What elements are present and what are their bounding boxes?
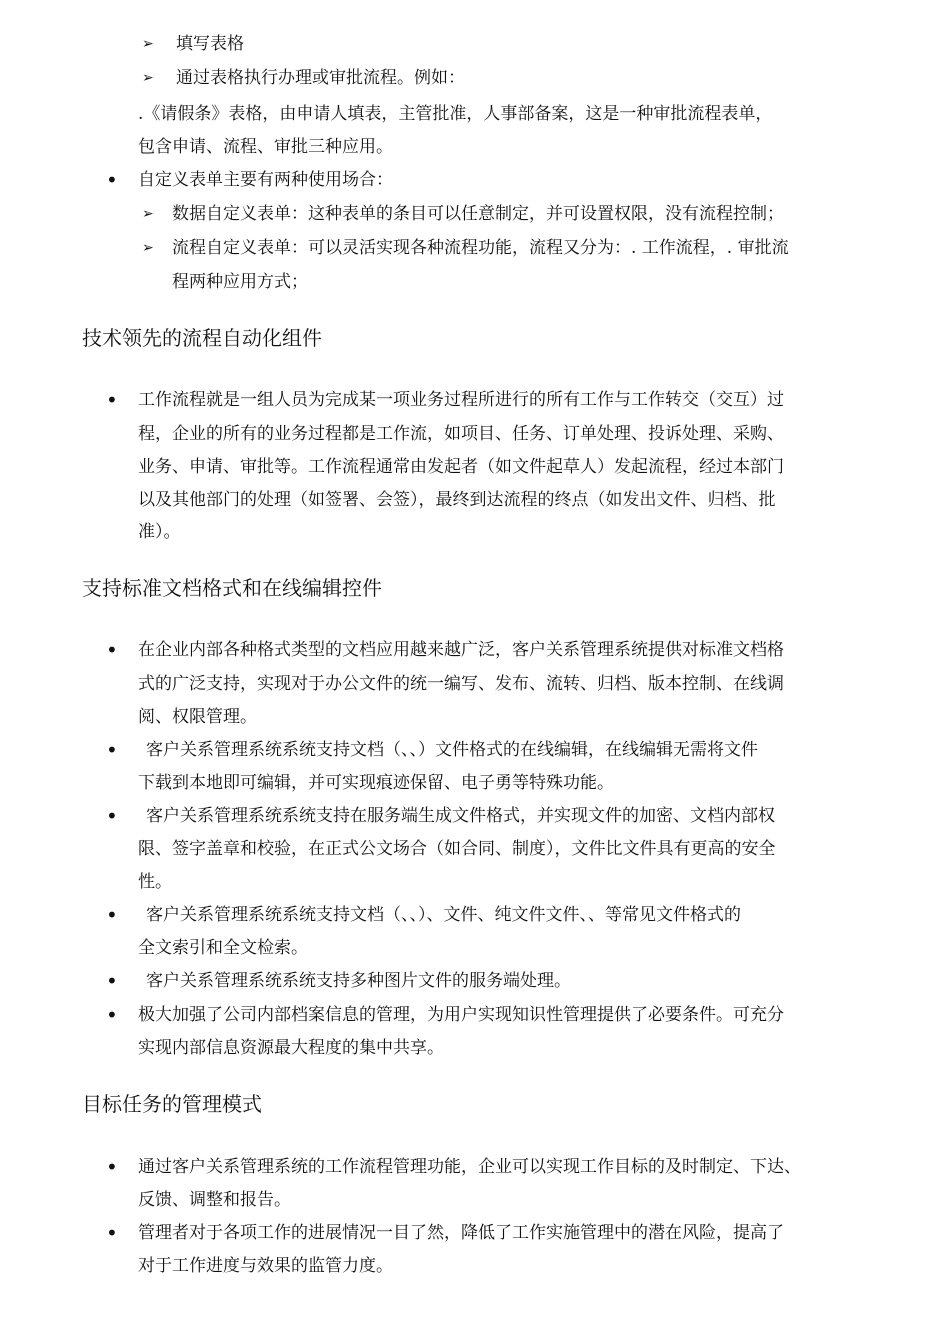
list-item-text: 自定义表单主要有两种使用场合：: [138, 170, 393, 190]
list-item-text: 阅、权限管理。: [138, 707, 257, 727]
example-text-line: 包含申请、流程、审批三种应用。: [138, 137, 393, 157]
bullet-icon: •: [106, 804, 118, 828]
list-item-text: 全文索引和全文检索。: [138, 938, 308, 958]
list-item-text: 极大加强了公司内部档案信息的管理，为用户实现知识性管理提供了必要条件。可充分: [138, 1005, 784, 1025]
list-item-text: 程，企业的所有的业务过程都是工作流，如项目、任务、订单处理、投诉处理、采购、: [138, 424, 784, 444]
list-item-text: 通过客户关系管理系统的工作流程管理功能，企业可以实现工作目标的及时制定、下达、: [138, 1157, 801, 1177]
list-item-text: 客户关系管理系统系统支持文档（、、）文件格式的在线编辑，在线编辑无需将文件: [146, 740, 758, 760]
list-item-text: 式的广泛支持，实现对于办公文件的统一编写、发布、流转、归档、版本控制、在线调: [138, 674, 784, 694]
section-heading: 支持标准文档格式和在线编辑控件: [82, 576, 382, 600]
bullet-icon: •: [106, 388, 118, 412]
sub-item-flow-form: 流程自定义表单：可以灵活实现各种流程功能，流程又分为：. 工作流程，. 审批流: [172, 238, 789, 258]
section-heading: 目标任务的管理模式: [82, 1092, 262, 1116]
list-item-text: 下载到本地即可编辑，并可实现痕迹保留、电子勇等特殊功能。: [138, 773, 614, 793]
bullet-icon: •: [106, 168, 118, 192]
arrow-bullet-icon: ➢: [142, 206, 154, 222]
bullet-icon: •: [106, 738, 118, 762]
section-heading: 技术领先的流程自动化组件: [82, 326, 322, 350]
list-item-text: 准）。: [138, 522, 181, 542]
sub-item-data-form: 数据自定义表单：这种表单的条目可以任意制定，并可设置权限，没有流程控制；: [172, 204, 784, 224]
bullet-icon: •: [106, 1003, 118, 1027]
bullet-icon: •: [106, 1221, 118, 1245]
sub-item-flow-form: 程两种应用方式；: [172, 272, 308, 292]
arrow-bullet-icon: ➢: [142, 240, 154, 256]
list-item-text: 业务、申请、审批等。工作流程通常由发起者（如文件起草人）发起流程，经过本部门: [138, 457, 784, 477]
list-item-text: 客户关系管理系统系统支持在服务端生成文件格式，并实现文件的加密、文档内部权: [146, 806, 775, 826]
example-text-line: .《请假条》表格，由申请人填表，主管批准，人事部备案，这是一种审批流程表单，: [138, 104, 773, 124]
list-item-text: 以及其他部门的处理（如签署、会签），最终到达流程的终点（如发出文件、归档、批: [138, 490, 776, 510]
list-item-text: 对于工作进度与效果的监管力度。: [138, 1256, 393, 1276]
list-item-text: 在企业内部各种格式类型的文档应用越来越广泛，客户关系管理系统提供对标准文档格: [138, 640, 784, 660]
bullet-icon: •: [106, 903, 118, 927]
list-item-text: 实现内部信息资源最大程度的集中共享。: [138, 1038, 444, 1058]
sub-item-approval-flow: 通过表格执行办理或审批流程。例如：: [176, 68, 465, 88]
bullet-icon: •: [106, 1155, 118, 1179]
list-item-text: 工作流程就是一组人员为完成某一项业务过程所进行的所有工作与工作转交（交互）过: [138, 390, 784, 410]
arrow-bullet-icon: ➢: [142, 70, 154, 86]
list-item-text: 性。: [138, 872, 172, 892]
bullet-icon: •: [106, 969, 118, 993]
list-item-text: 客户关系管理系统系统支持多种图片文件的服务端处理。: [146, 971, 571, 991]
list-item-text: 客户关系管理系统系统支持文档（、、）、文件、纯文件文件、、等常见文件格式的: [146, 905, 741, 925]
arrow-bullet-icon: ➢: [142, 36, 154, 52]
sub-item-fill-form: 填写表格: [176, 34, 244, 54]
list-item-text: 管理者对于各项工作的进展情况一目了然，降低了工作实施管理中的潜在风险，提高了: [138, 1223, 784, 1243]
list-item-text: 限、签字盖章和校验，在正式公文场合（如合同、制度），文件比文件具有更高的安全: [138, 839, 776, 859]
bullet-icon: •: [106, 638, 118, 662]
list-item-text: 反馈、调整和报告。: [138, 1190, 291, 1210]
